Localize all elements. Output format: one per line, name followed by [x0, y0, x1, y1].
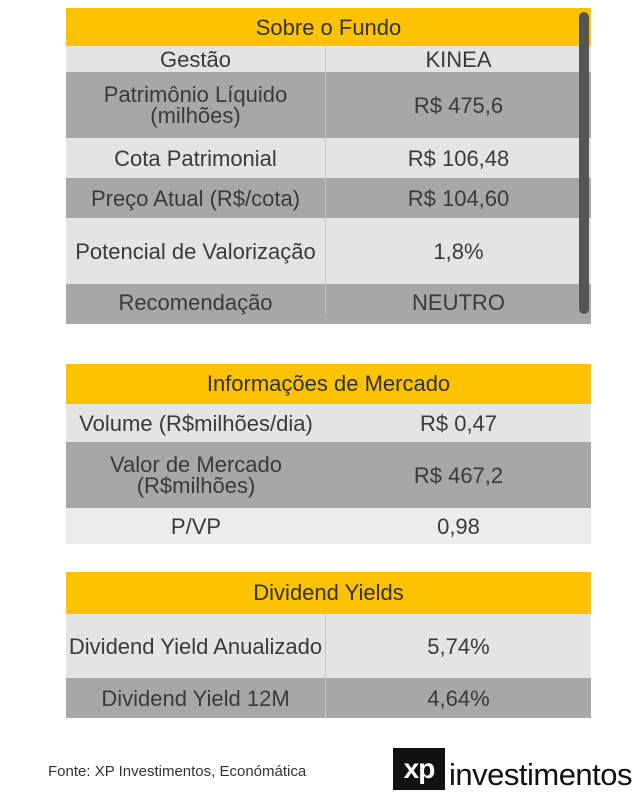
table-row [66, 678, 591, 718]
xp-logo [393, 748, 632, 790]
row-value: R$ 467,2 [413, 462, 504, 488]
table-row [66, 138, 591, 178]
dividend-yields-table [66, 572, 591, 718]
row-value: 0,98 [437, 513, 480, 539]
row-value: 4,64% [427, 685, 490, 711]
table-row [66, 178, 591, 218]
table-row [66, 284, 591, 324]
table-row [66, 218, 591, 284]
row-label: Preço Atual (R$/cota) [66, 178, 326, 218]
fund-info-table [66, 8, 591, 324]
dividend-yields-title: Dividend Yields [66, 572, 591, 614]
row-label: Gestão [66, 46, 326, 72]
row-label: Recomendação [66, 284, 326, 313]
xp-logo-mark: xp [393, 748, 445, 790]
table-row [66, 72, 591, 138]
source-note: Fonte: XP Investimentos, Económática [48, 763, 307, 780]
row-value: R$ 106,48 [407, 145, 510, 171]
row-label: Valor de Mercado (R$milhões) [109, 452, 282, 498]
market-info-title: Informações de Mercado [66, 364, 591, 404]
market-info-table [66, 364, 591, 544]
row-value: 5,74% [427, 633, 490, 659]
row-value: NEUTRO [412, 290, 505, 315]
fund-info-title: Sobre o Fundo [66, 8, 591, 48]
row-label: P/VP [170, 513, 222, 539]
row-label: Cota Patrimonial [66, 138, 326, 178]
scrollbar-thumb[interactable] [579, 12, 589, 314]
row-value: R$ 0,47 [419, 410, 498, 436]
row-value: KINEA [425, 46, 492, 72]
table-row [66, 508, 591, 544]
row-label: Volume (R$milhões/dia) [79, 410, 313, 436]
table-row [66, 614, 591, 678]
row-value: 1,8% [433, 238, 484, 264]
xp-logo-wordmark: investimentos [449, 757, 633, 792]
row-value: R$ 104,60 [407, 185, 510, 211]
table-row [66, 404, 591, 442]
row-label: Patrimônio Líquido (milhões) [66, 72, 326, 138]
row-value: R$ 475,6 [413, 92, 504, 118]
row-label: Potencial de Valorização [66, 218, 326, 284]
table-row [66, 46, 591, 72]
table-row [66, 442, 591, 508]
row-label: Dividend Yield Anualizado [66, 614, 326, 678]
row-label: Dividend Yield 12M [66, 678, 326, 718]
